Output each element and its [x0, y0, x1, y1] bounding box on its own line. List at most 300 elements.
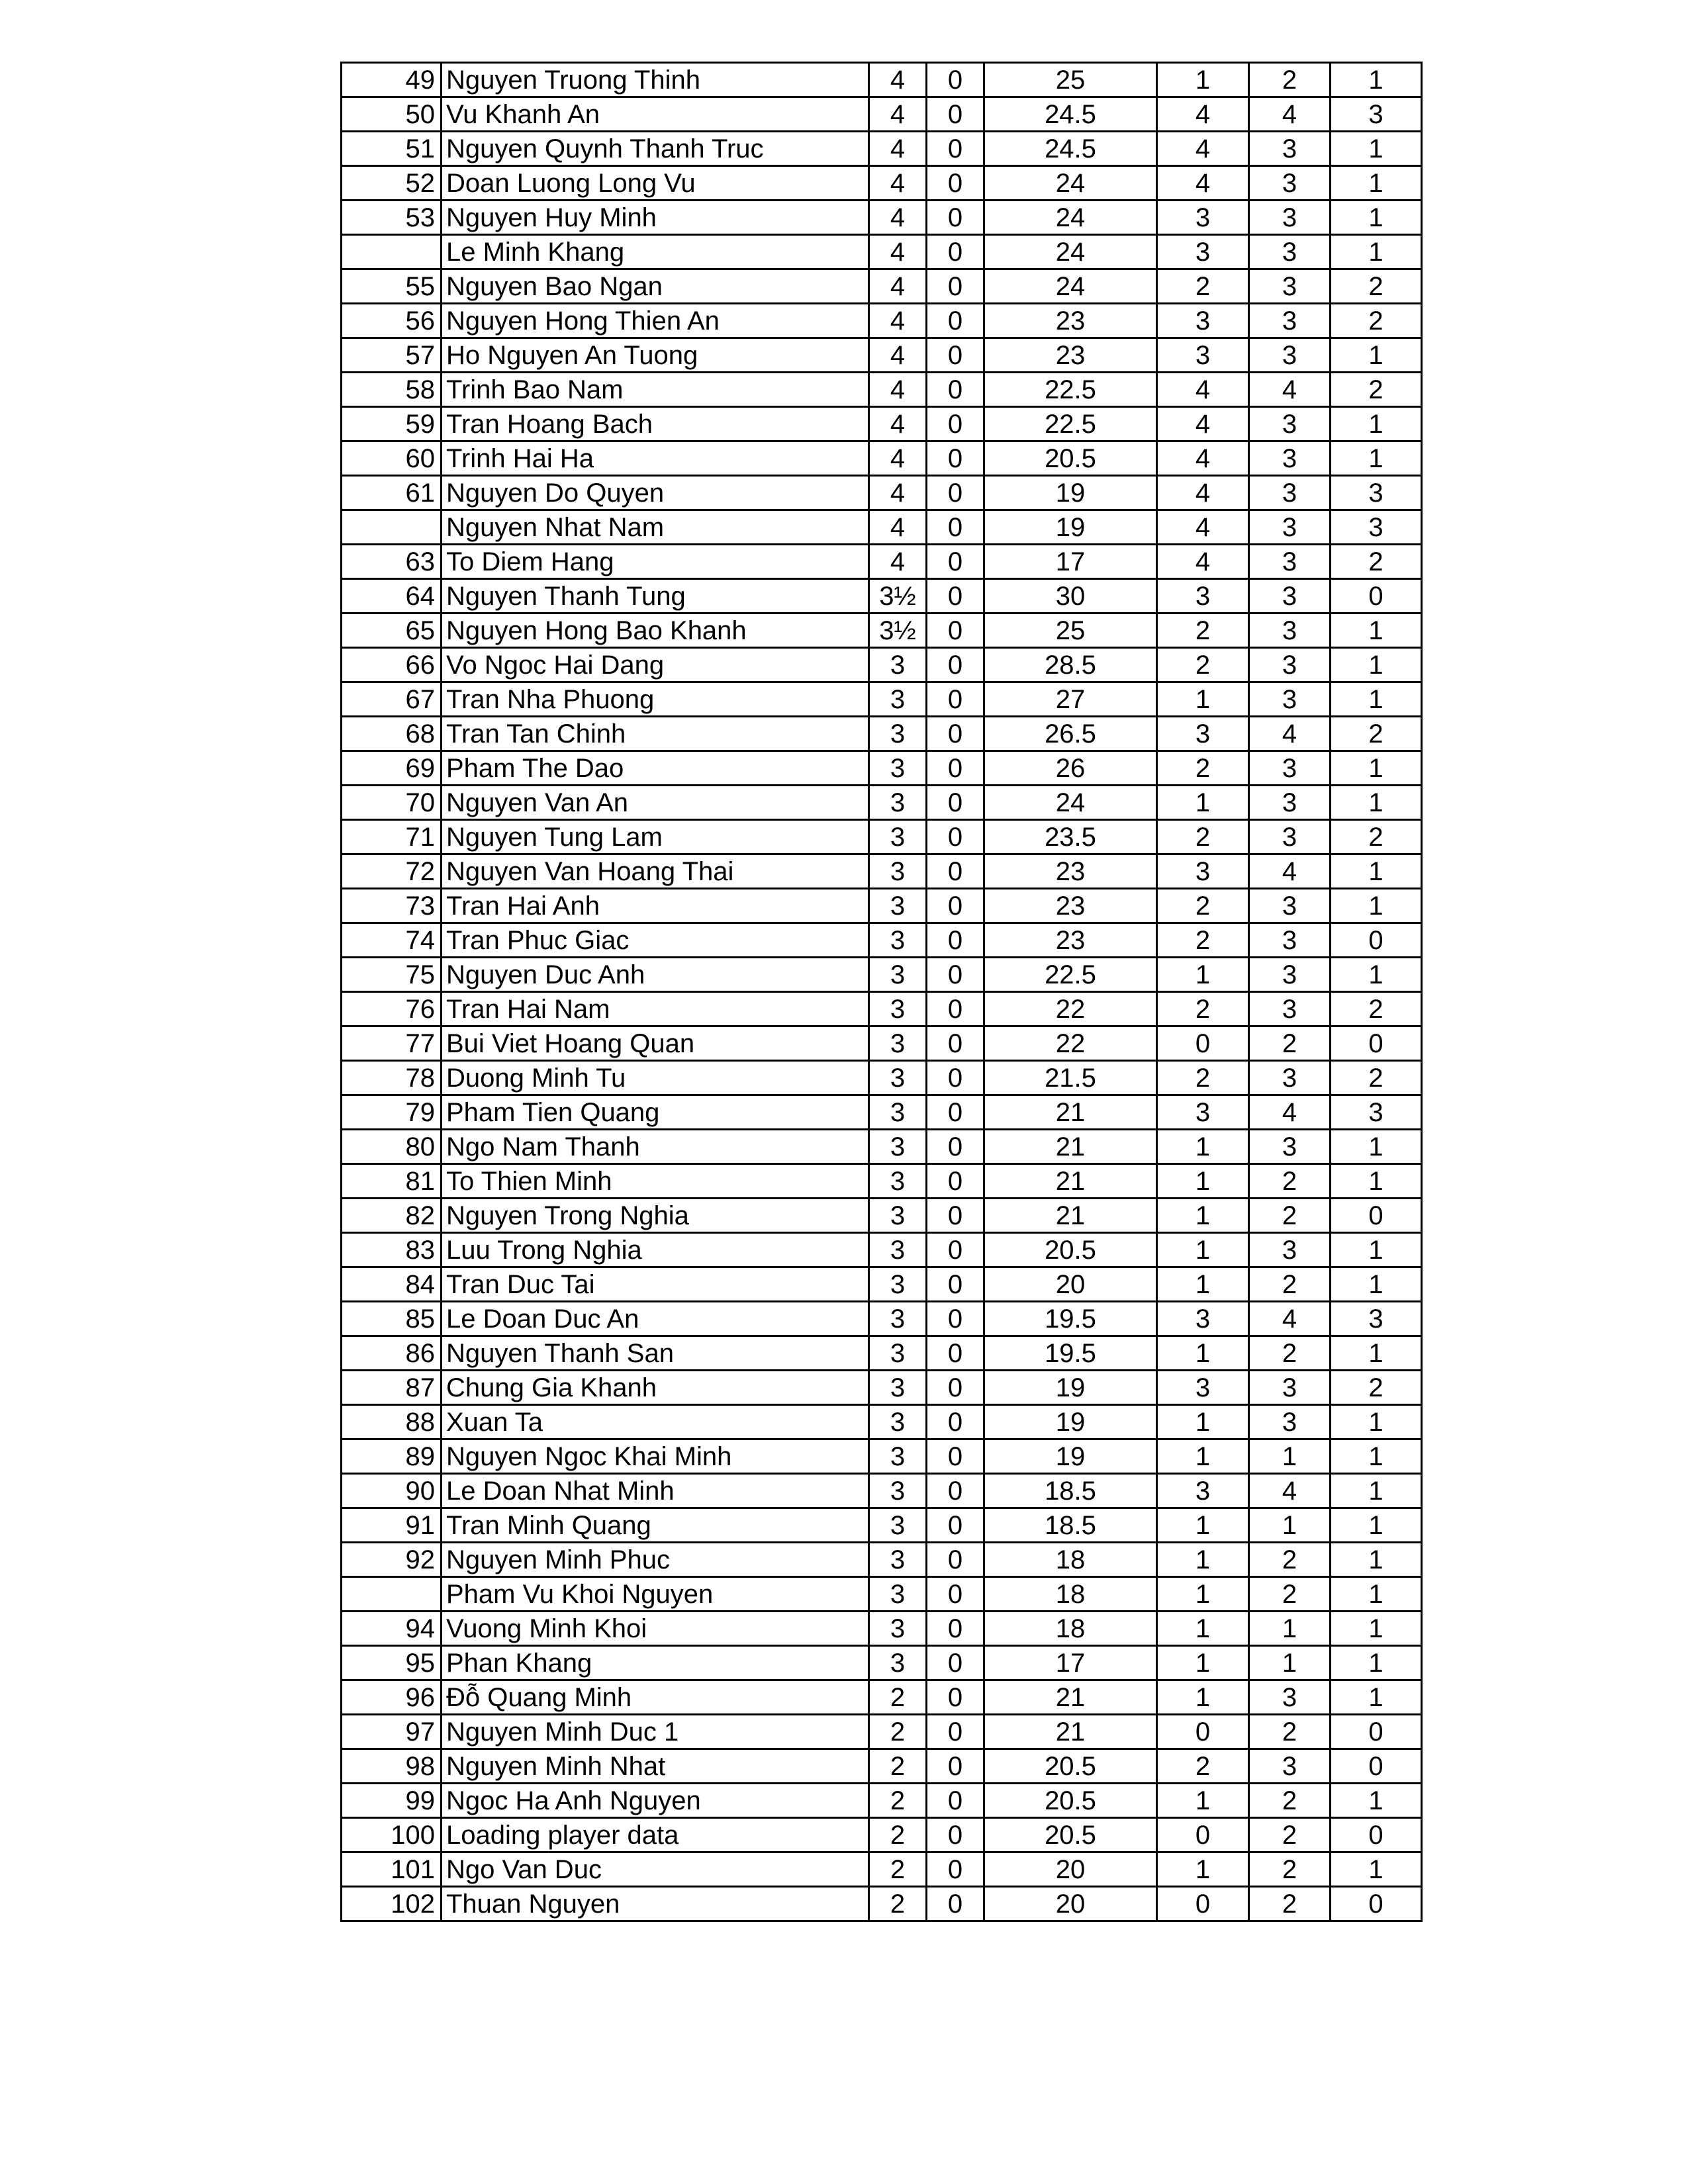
tiebreak-cell: 18: [984, 1543, 1157, 1577]
table-row: [342, 1371, 1422, 1405]
table-row: [342, 1405, 1422, 1439]
stat-c-cell: 1: [1331, 889, 1422, 923]
zero-column-cell: 0: [927, 1199, 984, 1233]
stat-b-cell: 3: [1249, 1061, 1331, 1095]
zero-column-cell: 0: [927, 269, 984, 304]
tiebreak-cell: 20.5: [984, 1233, 1157, 1267]
points-cell: 3: [869, 1612, 927, 1646]
zero-column-cell: 0: [927, 682, 984, 717]
zero-column-cell: 0: [927, 1646, 984, 1680]
tiebreak-cell: 20.5: [984, 441, 1157, 476]
zero-column-cell: 0: [927, 820, 984, 854]
stat-b-cell: 3: [1249, 889, 1331, 923]
stat-c-cell: 1: [1331, 1405, 1422, 1439]
points-cell: 3: [869, 1302, 927, 1336]
tiebreak-cell: 19.5: [984, 1302, 1157, 1336]
stat-c-cell: 1: [1331, 1852, 1422, 1887]
points-cell: 3: [869, 1164, 927, 1199]
table-row: [342, 1749, 1422, 1784]
player-name-cell: Vu Khanh An: [442, 97, 869, 132]
table-row: [342, 1852, 1422, 1887]
rank-cell: 100: [342, 1818, 442, 1852]
rank-cell: 95: [342, 1646, 442, 1680]
rank-cell: 80: [342, 1130, 442, 1164]
stat-a-cell: 2: [1157, 648, 1249, 682]
zero-column-cell: 0: [927, 923, 984, 958]
stat-a-cell: 2: [1157, 269, 1249, 304]
standings-table: [340, 62, 1423, 1922]
stat-b-cell: 4: [1249, 854, 1331, 889]
rank-cell: 90: [342, 1474, 442, 1508]
points-cell: 3: [869, 1405, 927, 1439]
rank-cell: 76: [342, 992, 442, 1026]
points-cell: 3: [869, 682, 927, 717]
tiebreak-cell: 21: [984, 1164, 1157, 1199]
stat-b-cell: 2: [1249, 1543, 1331, 1577]
player-name-cell: To Thien Minh: [442, 1164, 869, 1199]
zero-column-cell: 0: [927, 97, 984, 132]
zero-column-cell: 0: [927, 786, 984, 820]
points-cell: 2: [869, 1852, 927, 1887]
player-name-cell: Nguyen Hong Bao Khanh: [442, 614, 869, 648]
zero-column-cell: 0: [927, 1749, 984, 1784]
points-cell: 2: [869, 1784, 927, 1818]
player-name-cell: Le Doan Duc An: [442, 1302, 869, 1336]
stat-a-cell: 4: [1157, 441, 1249, 476]
table-row: [342, 1646, 1422, 1680]
points-cell: 3: [869, 751, 927, 786]
player-name-cell: Le Minh Khang: [442, 235, 869, 269]
stat-a-cell: 4: [1157, 373, 1249, 407]
player-name-cell: Vuong Minh Khoi: [442, 1612, 869, 1646]
player-name-cell: Nguyen Van Hoang Thai: [442, 854, 869, 889]
stat-c-cell: 0: [1331, 1715, 1422, 1749]
zero-column-cell: 0: [927, 304, 984, 338]
table-row: [342, 201, 1422, 235]
rank-cell: 66: [342, 648, 442, 682]
player-name-cell: Nguyen Van An: [442, 786, 869, 820]
stat-b-cell: 4: [1249, 1474, 1331, 1508]
table-row: [342, 132, 1422, 166]
points-cell: 3: [869, 1371, 927, 1405]
player-name-cell: Pham Tien Quang: [442, 1095, 869, 1130]
player-name-cell: Nguyen Quynh Thanh Truc: [442, 132, 869, 166]
stat-c-cell: 2: [1331, 269, 1422, 304]
rank-cell: 64: [342, 579, 442, 614]
stat-a-cell: 3: [1157, 1095, 1249, 1130]
stat-b-cell: 4: [1249, 373, 1331, 407]
stat-a-cell: 3: [1157, 1371, 1249, 1405]
zero-column-cell: 0: [927, 1543, 984, 1577]
points-cell: 3½: [869, 614, 927, 648]
stat-b-cell: 3: [1249, 820, 1331, 854]
table-row: [342, 992, 1422, 1026]
stat-c-cell: 1: [1331, 854, 1422, 889]
tiebreak-cell: 21: [984, 1095, 1157, 1130]
points-cell: 2: [869, 1887, 927, 1921]
zero-column-cell: 0: [927, 1095, 984, 1130]
rank-cell: 72: [342, 854, 442, 889]
zero-column-cell: 0: [927, 1612, 984, 1646]
rank-cell: 99: [342, 1784, 442, 1818]
stat-a-cell: 1: [1157, 1405, 1249, 1439]
tiebreak-cell: 22.5: [984, 407, 1157, 441]
stat-b-cell: 2: [1249, 1852, 1331, 1887]
player-name-cell: Nguyen Huy Minh: [442, 201, 869, 235]
tiebreak-cell: 24: [984, 269, 1157, 304]
stat-b-cell: 2: [1249, 63, 1331, 97]
stat-a-cell: 2: [1157, 751, 1249, 786]
stat-a-cell: 2: [1157, 1061, 1249, 1095]
stat-b-cell: 3: [1249, 648, 1331, 682]
stat-a-cell: 1: [1157, 1336, 1249, 1371]
table-row: [342, 269, 1422, 304]
tiebreak-cell: 21.5: [984, 1061, 1157, 1095]
stat-b-cell: 3: [1249, 614, 1331, 648]
stat-b-cell: 1: [1249, 1612, 1331, 1646]
rank-cell: 92: [342, 1543, 442, 1577]
tiebreak-cell: 25: [984, 63, 1157, 97]
stat-b-cell: 3: [1249, 1405, 1331, 1439]
points-cell: 4: [869, 304, 927, 338]
points-cell: 3: [869, 1061, 927, 1095]
stat-b-cell: 3: [1249, 786, 1331, 820]
stat-a-cell: 2: [1157, 614, 1249, 648]
stat-b-cell: 1: [1249, 1508, 1331, 1543]
points-cell: 3: [869, 889, 927, 923]
stat-a-cell: 3: [1157, 338, 1249, 373]
stat-b-cell: 3: [1249, 579, 1331, 614]
table-row: [342, 1508, 1422, 1543]
stat-a-cell: 3: [1157, 304, 1249, 338]
zero-column-cell: 0: [927, 1405, 984, 1439]
stat-a-cell: 0: [1157, 1887, 1249, 1921]
tiebreak-cell: 22: [984, 1026, 1157, 1061]
table-row: [342, 510, 1422, 545]
table-row: [342, 682, 1422, 717]
stat-b-cell: 4: [1249, 1302, 1331, 1336]
table-row: [342, 820, 1422, 854]
zero-column-cell: 0: [927, 958, 984, 992]
rank-cell: 89: [342, 1439, 442, 1474]
table-row: [342, 97, 1422, 132]
zero-column-cell: 0: [927, 1026, 984, 1061]
player-name-cell: Bui Viet Hoang Quan: [442, 1026, 869, 1061]
stat-b-cell: 3: [1249, 166, 1331, 201]
stat-c-cell: 0: [1331, 1749, 1422, 1784]
rank-cell: 94: [342, 1612, 442, 1646]
tiebreak-cell: 23: [984, 923, 1157, 958]
tiebreak-cell: 19: [984, 1371, 1157, 1405]
standings-body: [342, 63, 1422, 1921]
stat-a-cell: 1: [1157, 1130, 1249, 1164]
zero-column-cell: 0: [927, 476, 984, 510]
stat-a-cell: 0: [1157, 1026, 1249, 1061]
rank-cell: 83: [342, 1233, 442, 1267]
points-cell: 2: [869, 1680, 927, 1715]
player-name-cell: Tran Nha Phuong: [442, 682, 869, 717]
table-row: [342, 304, 1422, 338]
stat-b-cell: 3: [1249, 304, 1331, 338]
table-row: [342, 1026, 1422, 1061]
tiebreak-cell: 19: [984, 1439, 1157, 1474]
zero-column-cell: 0: [927, 1302, 984, 1336]
points-cell: 3: [869, 1267, 927, 1302]
stat-b-cell: 3: [1249, 510, 1331, 545]
points-cell: 3: [869, 992, 927, 1026]
stat-a-cell: 1: [1157, 1612, 1249, 1646]
stat-a-cell: 3: [1157, 235, 1249, 269]
tiebreak-cell: 19.5: [984, 1336, 1157, 1371]
tiebreak-cell: 23: [984, 304, 1157, 338]
stat-c-cell: 1: [1331, 1508, 1422, 1543]
zero-column-cell: 0: [927, 545, 984, 579]
player-name-cell: Nguyen Thanh San: [442, 1336, 869, 1371]
zero-column-cell: 0: [927, 1439, 984, 1474]
tiebreak-cell: 18.5: [984, 1474, 1157, 1508]
rank-cell: 51: [342, 132, 442, 166]
stat-b-cell: 3: [1249, 201, 1331, 235]
tiebreak-cell: 19: [984, 476, 1157, 510]
stat-c-cell: 1: [1331, 1784, 1422, 1818]
rank-cell: 82: [342, 1199, 442, 1233]
zero-column-cell: 0: [927, 1061, 984, 1095]
rank-cell: [342, 510, 442, 545]
rank-cell: [342, 1577, 442, 1612]
tiebreak-cell: 17: [984, 1646, 1157, 1680]
stat-b-cell: 3: [1249, 958, 1331, 992]
player-name-cell: Le Doan Nhat Minh: [442, 1474, 869, 1508]
player-name-cell: Tran Hoang Bach: [442, 407, 869, 441]
player-name-cell: Doan Luong Long Vu: [442, 166, 869, 201]
zero-column-cell: 0: [927, 648, 984, 682]
points-cell: 4: [869, 132, 927, 166]
player-name-cell: Tran Hai Anh: [442, 889, 869, 923]
points-cell: 4: [869, 269, 927, 304]
player-name-cell: Xuan Ta: [442, 1405, 869, 1439]
stat-a-cell: 4: [1157, 510, 1249, 545]
rank-cell: 78: [342, 1061, 442, 1095]
stat-c-cell: 1: [1331, 338, 1422, 373]
stat-c-cell: 0: [1331, 1887, 1422, 1921]
points-cell: 3: [869, 1439, 927, 1474]
rank-cell: 68: [342, 717, 442, 751]
stat-c-cell: 1: [1331, 1612, 1422, 1646]
rank-cell: 70: [342, 786, 442, 820]
points-cell: 4: [869, 235, 927, 269]
points-cell: 3: [869, 1474, 927, 1508]
zero-column-cell: 0: [927, 1371, 984, 1405]
stat-a-cell: 1: [1157, 1680, 1249, 1715]
points-cell: 3: [869, 1543, 927, 1577]
player-name-cell: Nguyen Truong Thinh: [442, 63, 869, 97]
player-name-cell: Nguyen Trong Nghia: [442, 1199, 869, 1233]
points-cell: 3: [869, 1233, 927, 1267]
rank-cell: 67: [342, 682, 442, 717]
stat-c-cell: 3: [1331, 97, 1422, 132]
rank-cell: 55: [342, 269, 442, 304]
rank-cell: 101: [342, 1852, 442, 1887]
stat-a-cell: 3: [1157, 1474, 1249, 1508]
rank-cell: 75: [342, 958, 442, 992]
tiebreak-cell: 21: [984, 1199, 1157, 1233]
player-name-cell: Tran Phuc Giac: [442, 923, 869, 958]
tiebreak-cell: 19: [984, 1405, 1157, 1439]
points-cell: 3: [869, 786, 927, 820]
stat-b-cell: 3: [1249, 132, 1331, 166]
tiebreak-cell: 26: [984, 751, 1157, 786]
player-name-cell: Pham The Dao: [442, 751, 869, 786]
table-row: [342, 1439, 1422, 1474]
tiebreak-cell: 27: [984, 682, 1157, 717]
stat-a-cell: 4: [1157, 97, 1249, 132]
player-name-cell: Loading player data: [442, 1818, 869, 1852]
rank-cell: 73: [342, 889, 442, 923]
zero-column-cell: 0: [927, 63, 984, 97]
rank-cell: 91: [342, 1508, 442, 1543]
stat-b-cell: 4: [1249, 717, 1331, 751]
stat-c-cell: 1: [1331, 648, 1422, 682]
stat-c-cell: 2: [1331, 304, 1422, 338]
stat-c-cell: 1: [1331, 441, 1422, 476]
tiebreak-cell: 24: [984, 201, 1157, 235]
zero-column-cell: 0: [927, 992, 984, 1026]
stat-a-cell: 1: [1157, 1852, 1249, 1887]
points-cell: 4: [869, 476, 927, 510]
player-name-cell: Luu Trong Nghia: [442, 1233, 869, 1267]
stat-c-cell: 3: [1331, 1302, 1422, 1336]
stat-c-cell: 0: [1331, 923, 1422, 958]
table-row: [342, 1164, 1422, 1199]
zero-column-cell: 0: [927, 579, 984, 614]
table-row: [342, 1130, 1422, 1164]
zero-column-cell: 0: [927, 201, 984, 235]
points-cell: 3: [869, 820, 927, 854]
player-name-cell: Tran Duc Tai: [442, 1267, 869, 1302]
rank-cell: 74: [342, 923, 442, 958]
rank-cell: 61: [342, 476, 442, 510]
stat-c-cell: 1: [1331, 1130, 1422, 1164]
rank-cell: 102: [342, 1887, 442, 1921]
player-name-cell: Duong Minh Tu: [442, 1061, 869, 1095]
stat-c-cell: 1: [1331, 1577, 1422, 1612]
player-name-cell: Nguyen Ngoc Khai Minh: [442, 1439, 869, 1474]
player-name-cell: Ngoc Ha Anh Nguyen: [442, 1784, 869, 1818]
zero-column-cell: 0: [927, 373, 984, 407]
table-row: [342, 1612, 1422, 1646]
player-name-cell: Nguyen Do Quyen: [442, 476, 869, 510]
tiebreak-cell: 18.5: [984, 1508, 1157, 1543]
rank-cell: 69: [342, 751, 442, 786]
zero-column-cell: 0: [927, 1130, 984, 1164]
tiebreak-cell: 23: [984, 889, 1157, 923]
table-row: [342, 407, 1422, 441]
points-cell: 3½: [869, 579, 927, 614]
zero-column-cell: 0: [927, 1577, 984, 1612]
table-row: [342, 751, 1422, 786]
player-name-cell: Phan Khang: [442, 1646, 869, 1680]
player-name-cell: Đỗ Quang Minh: [442, 1680, 869, 1715]
zero-column-cell: 0: [927, 1508, 984, 1543]
table-row: [342, 63, 1422, 97]
stat-a-cell: 1: [1157, 1543, 1249, 1577]
stat-c-cell: 1: [1331, 1233, 1422, 1267]
stat-c-cell: 2: [1331, 820, 1422, 854]
stat-a-cell: 1: [1157, 1646, 1249, 1680]
stat-c-cell: 1: [1331, 166, 1422, 201]
stat-c-cell: 1: [1331, 407, 1422, 441]
stat-c-cell: 1: [1331, 1474, 1422, 1508]
points-cell: 4: [869, 441, 927, 476]
stat-b-cell: 2: [1249, 1577, 1331, 1612]
player-name-cell: Nguyen Thanh Tung: [442, 579, 869, 614]
tiebreak-cell: 22.5: [984, 958, 1157, 992]
table-row: [342, 1543, 1422, 1577]
tiebreak-cell: 22.5: [984, 373, 1157, 407]
stat-b-cell: 2: [1249, 1267, 1331, 1302]
rank-cell: 86: [342, 1336, 442, 1371]
player-name-cell: Trinh Bao Nam: [442, 373, 869, 407]
tiebreak-cell: 18: [984, 1577, 1157, 1612]
stat-c-cell: 0: [1331, 579, 1422, 614]
table-row: [342, 854, 1422, 889]
stat-c-cell: 1: [1331, 614, 1422, 648]
zero-column-cell: 0: [927, 614, 984, 648]
stat-b-cell: 3: [1249, 1749, 1331, 1784]
zero-column-cell: 0: [927, 1474, 984, 1508]
stat-b-cell: 3: [1249, 923, 1331, 958]
zero-column-cell: 0: [927, 717, 984, 751]
stat-c-cell: 3: [1331, 510, 1422, 545]
stat-b-cell: 2: [1249, 1164, 1331, 1199]
stat-b-cell: 3: [1249, 751, 1331, 786]
stat-b-cell: 4: [1249, 97, 1331, 132]
player-name-cell: Nguyen Bao Ngan: [442, 269, 869, 304]
stat-c-cell: 1: [1331, 682, 1422, 717]
table-row: [342, 1715, 1422, 1749]
stat-b-cell: 3: [1249, 235, 1331, 269]
tiebreak-cell: 23: [984, 854, 1157, 889]
stat-a-cell: 4: [1157, 132, 1249, 166]
points-cell: 3: [869, 1026, 927, 1061]
zero-column-cell: 0: [927, 407, 984, 441]
stat-a-cell: 2: [1157, 992, 1249, 1026]
stat-a-cell: 4: [1157, 545, 1249, 579]
stat-a-cell: 1: [1157, 63, 1249, 97]
stat-c-cell: 1: [1331, 1439, 1422, 1474]
zero-column-cell: 0: [927, 854, 984, 889]
player-name-cell: Ngo Nam Thanh: [442, 1130, 869, 1164]
points-cell: 3: [869, 1095, 927, 1130]
player-name-cell: Thuan Nguyen: [442, 1887, 869, 1921]
player-name-cell: Tran Minh Quang: [442, 1508, 869, 1543]
table-row: [342, 1233, 1422, 1267]
rank-cell: 96: [342, 1680, 442, 1715]
player-name-cell: To Diem Hang: [442, 545, 869, 579]
tiebreak-cell: 20.5: [984, 1784, 1157, 1818]
tiebreak-cell: 25: [984, 614, 1157, 648]
stat-a-cell: 1: [1157, 786, 1249, 820]
points-cell: 3: [869, 1336, 927, 1371]
player-name-cell: Nguyen Minh Duc 1: [442, 1715, 869, 1749]
stat-c-cell: 1: [1331, 751, 1422, 786]
zero-column-cell: 0: [927, 441, 984, 476]
stat-a-cell: 1: [1157, 1199, 1249, 1233]
zero-column-cell: 0: [927, 889, 984, 923]
zero-column-cell: 0: [927, 751, 984, 786]
table-row: [342, 338, 1422, 373]
table-row: [342, 545, 1422, 579]
